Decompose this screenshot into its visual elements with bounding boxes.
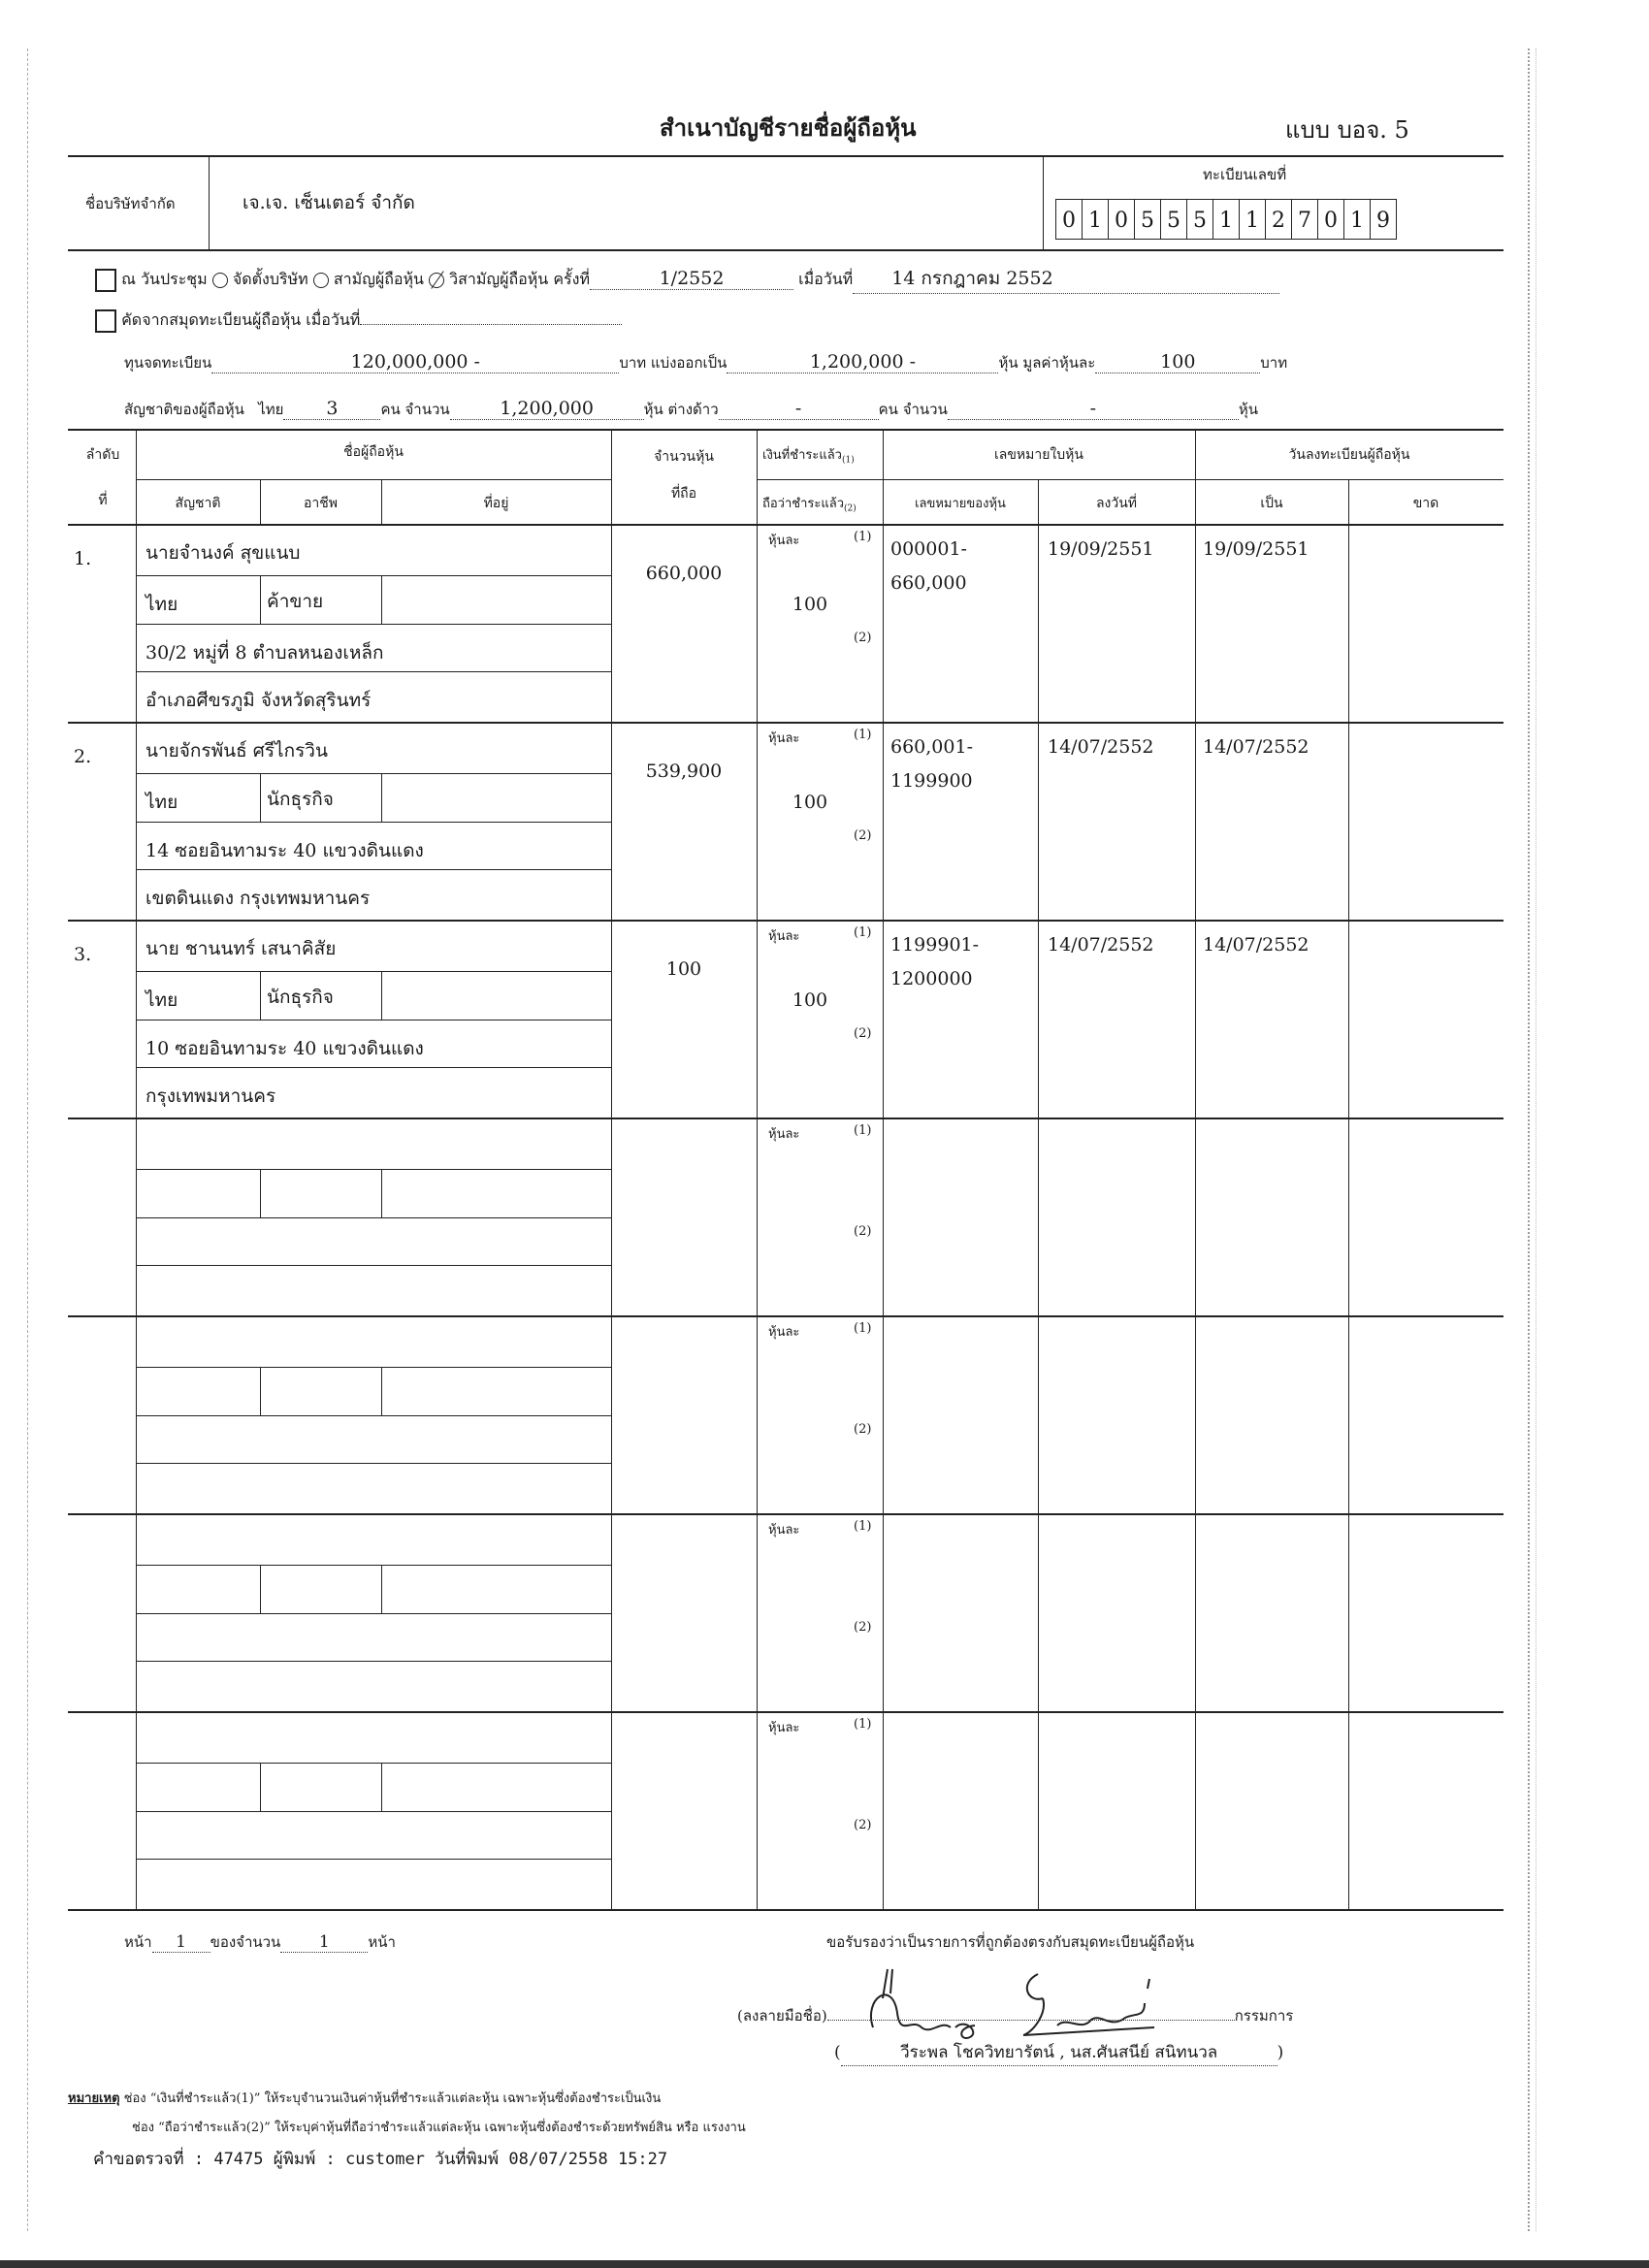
- paid-mark-1: (1): [854, 1321, 872, 1336]
- copy-checkbox[interactable]: [95, 309, 116, 333]
- paid-mark-1: (1): [854, 1519, 872, 1534]
- holder-address-line-2: กรุงเทพมหานคร: [146, 1085, 276, 1107]
- company-box-top: [68, 155, 1504, 157]
- name-block-line: [136, 1265, 611, 1266]
- per-share-label: หุ้นละ: [768, 1523, 800, 1538]
- cert-number-from: 1199901-: [890, 934, 980, 956]
- col-line: [1348, 920, 1349, 1118]
- shares-held: 660,000: [645, 563, 723, 584]
- signature: [854, 1960, 1261, 2047]
- total-shares-value: 1,200,000 -: [727, 351, 998, 373]
- col-line: [260, 1169, 261, 1217]
- registration-digit: 9: [1371, 199, 1397, 240]
- col-line: [611, 920, 612, 1118]
- meeting-type-radio[interactable]: [313, 273, 329, 288]
- page-count-line: [124, 1930, 396, 1954]
- page-unit: หน้า: [368, 1933, 396, 1951]
- note-1: ช่อง “เงินที่ชำระแล้ว(1)” ให้ระบุจำนวนเงินค่าหุ้นที่ชำระแล้วแต่ละหุ้น เฉพาะหุ้นซึ่งต้องชำระเป็นเงิน: [123, 2091, 662, 2106]
- meeting-type-radio[interactable]: [429, 273, 444, 288]
- paid-mark-2: (2): [854, 631, 872, 645]
- name-block-line: [136, 624, 611, 625]
- col-line: [136, 1711, 137, 1909]
- col-line: [1195, 1118, 1196, 1315]
- foreign-count: -: [719, 398, 879, 420]
- foreign-label: หุ้น ต่างด้าว: [643, 401, 719, 418]
- persons-label-2: คน จำนวน: [878, 401, 948, 418]
- col-line: [1348, 1711, 1349, 1909]
- of-label: ของจำนวน: [210, 1933, 281, 1951]
- paid-mark-2: (2): [854, 1026, 872, 1041]
- registration-digit: 1: [1083, 199, 1109, 240]
- col-line: [1348, 1118, 1349, 1315]
- shares-unit: หุ้น: [1238, 401, 1258, 418]
- paid-mark-2: (2): [854, 1224, 872, 1239]
- baht-unit: บาท: [1260, 354, 1288, 372]
- col-line: [1348, 524, 1349, 722]
- company-name-label: ชื่อบริษัทจำกัด: [85, 195, 176, 212]
- cert-number-to: 1200000: [890, 968, 973, 989]
- registration-digit: 5: [1161, 199, 1187, 240]
- holder-subheader-line: [136, 479, 611, 480]
- paid-mark-2: (2): [854, 828, 872, 843]
- col-line: [611, 524, 612, 722]
- cert-number-from: 660,001-: [890, 736, 973, 758]
- registration-label: ทะเบียนเลขที่: [1203, 166, 1287, 183]
- holder-occupation: ค้าขาย: [267, 591, 324, 612]
- row-seq: 3.: [74, 944, 92, 965]
- col-line: [611, 1118, 612, 1315]
- paid-mark-2: (2): [854, 1818, 872, 1832]
- session-value: 1/2552: [590, 268, 793, 290]
- page-label: หน้า: [124, 1933, 152, 1951]
- col-line: [611, 429, 612, 524]
- row-seq: 2.: [74, 746, 92, 767]
- registered-capital-value: 120,000,000 -: [211, 351, 619, 373]
- name-block-line: [136, 1661, 611, 1662]
- row-divider: [68, 1909, 1504, 1911]
- col-line: [757, 1315, 758, 1513]
- signer-names: วีระพล โชควิทยารัตน์ , นส.ศันสนีย์ สนิทนวล: [841, 2039, 1277, 2066]
- name-block-line: [136, 1859, 611, 1860]
- registration-digit: 5: [1135, 199, 1161, 240]
- paid2-mark: (2): [844, 503, 857, 514]
- name-block-line: [136, 1763, 611, 1764]
- col-line: [381, 971, 382, 1020]
- nationality-label: สัญชาติของผู้ถือหุ้น: [124, 401, 244, 418]
- name-block-line: [136, 575, 611, 576]
- meeting-type-label: จัดตั้งบริษัท: [232, 270, 308, 288]
- row-divider: [68, 1118, 1504, 1119]
- col-line: [883, 1118, 884, 1315]
- col-line: [136, 1118, 137, 1315]
- row-divider: [68, 1315, 1504, 1317]
- col-line: [757, 1711, 758, 1909]
- page-number: 1: [152, 1932, 210, 1953]
- col-line: [136, 920, 137, 1118]
- right-subheader-line: [757, 479, 1504, 480]
- header-holder: ชื่อผู้ถือหุ้น: [343, 444, 404, 460]
- col-line: [381, 575, 382, 624]
- row-divider: [68, 722, 1504, 724]
- name-block-line: [136, 1613, 611, 1614]
- col-line: [381, 1565, 382, 1613]
- per-share-value: 100: [792, 792, 828, 813]
- holder-name: นายจำนงค์ สุขแนบ: [146, 542, 301, 564]
- registration-digit: 1: [1213, 199, 1240, 240]
- col-line: [883, 1711, 884, 1909]
- meeting-type-radio[interactable]: [212, 273, 228, 288]
- col-line: [883, 524, 884, 722]
- holder-nationality: ไทย: [146, 792, 178, 813]
- registered-capital-label: ทุนจดทะเบียน: [124, 354, 212, 372]
- table-top: [68, 429, 1504, 431]
- paid1-label: เงินที่ชำระแล้ว: [762, 448, 842, 463]
- holder-nationality: ไทย: [146, 594, 178, 615]
- name-block-line: [136, 1217, 611, 1218]
- col-line: [1195, 722, 1196, 920]
- header-shares-2: ที่ถือ: [670, 486, 697, 502]
- par-value: 100: [1095, 351, 1260, 373]
- registration-digit: 1: [1344, 199, 1371, 240]
- page-edge-left: [27, 49, 28, 2231]
- shares-held: 100: [665, 958, 702, 980]
- name-block-line: [136, 1067, 611, 1068]
- col-line: [136, 524, 137, 722]
- thai-label: ไทย: [258, 401, 284, 418]
- per-share-label: หุ้นละ: [768, 1325, 800, 1340]
- per-share-value: 100: [792, 594, 828, 615]
- col-line: [260, 971, 261, 1020]
- scan-bottom-edge: [0, 2260, 1649, 2268]
- page-edge-right: [1528, 49, 1536, 2231]
- col-line: [381, 773, 382, 822]
- thai-shares: 1,200,000: [450, 398, 644, 420]
- header-address: ที่อยู่: [483, 496, 509, 511]
- registration-digit: 2: [1266, 199, 1292, 240]
- header-register-group: วันลงทะเบียนผู้ถือหุ้น: [1288, 447, 1410, 463]
- holder-name: นายจักรพันธ์ ศรีไกรวิน: [146, 740, 328, 761]
- col-line: [1195, 1513, 1196, 1711]
- col-line: [1348, 722, 1349, 920]
- session-label: ครั้งที่: [553, 270, 590, 288]
- col-line: [381, 1763, 382, 1811]
- per-share-label: หุ้นละ: [768, 1127, 800, 1142]
- par-value-label: หุ้น มูลค่าหุ้นละ: [998, 354, 1096, 372]
- holder-address-line-1: 10 ซอยอินทามระ 40 แขวงดินแดง: [146, 1038, 424, 1059]
- registration-digit: 0: [1318, 199, 1344, 240]
- thai-count: 3: [283, 398, 380, 420]
- note-label: หมายเหตุ: [68, 2091, 120, 2106]
- form-code: แบบ บอจ. 5: [1285, 116, 1409, 144]
- col-line: [136, 722, 137, 920]
- col-line: [611, 722, 612, 920]
- registration-digit: 7: [1292, 199, 1318, 240]
- meeting-checkbox[interactable]: [95, 269, 116, 292]
- name-block-line: [136, 1169, 611, 1170]
- paid-mark-1: (1): [854, 1123, 872, 1138]
- paid-mark-2: (2): [854, 1620, 872, 1635]
- nationality-line: [124, 398, 1258, 421]
- col-line: [883, 1513, 884, 1711]
- per-share-label: หุ้นละ: [768, 534, 800, 548]
- header-paid-2: [762, 493, 857, 514]
- col-line: [260, 1367, 261, 1415]
- row-divider: [68, 1513, 1504, 1515]
- col-line: [1348, 1315, 1349, 1513]
- total-pages: 1: [280, 1932, 368, 1953]
- col-line: [1038, 1513, 1039, 1711]
- company-box-bottom: [68, 249, 1504, 251]
- col-line: [757, 920, 758, 1118]
- company-name: เจ.เจ. เซ็นเตอร์ จำกัด: [242, 192, 415, 213]
- per-share-label: หุ้นละ: [768, 731, 800, 746]
- col-line: [1195, 1711, 1196, 1909]
- col-line: [611, 1711, 612, 1909]
- company-divider: [209, 155, 210, 249]
- col-line: [1038, 920, 1039, 1118]
- col-line: [1038, 1711, 1039, 1909]
- header-bottom: [68, 524, 1504, 526]
- row-divider: [68, 1711, 1504, 1713]
- holder-address-line-2: เขตดินแดง กรุงเทพมหานคร: [146, 888, 371, 909]
- capital-line: [124, 351, 1287, 374]
- col-line: [611, 1315, 612, 1513]
- name-block-line: [136, 1463, 611, 1464]
- header-register-out: ขาด: [1412, 496, 1439, 511]
- meeting-date-label: เมื่อวันที่: [798, 270, 854, 288]
- signer-role: กรรมการ: [1234, 2007, 1294, 2025]
- header-shares-1: จำนวนหุ้น: [654, 449, 714, 465]
- col-line: [757, 1513, 758, 1711]
- row-divider: [68, 920, 1504, 922]
- cert-date: 14/07/2552: [1048, 934, 1154, 956]
- per-share-label: หุ้นละ: [768, 929, 800, 944]
- note-2: ช่อง “ถือว่าชำระแล้ว(2)” ให้ระบุค่าหุ้นที่ถือว่าชำระแล้วแต่ละหุ้น เฉพาะหุ้นซึ่งต้องชำระด้วยทรัพย์สิน หรือ แรงงาน: [132, 2121, 746, 2135]
- registration-digit: 0: [1055, 199, 1083, 240]
- holder-address-line-1: 14 ซอยอินทามระ 40 แขวงดินแดง: [146, 840, 424, 861]
- col-line: [381, 1169, 382, 1217]
- paid-mark-2: (2): [854, 1422, 872, 1437]
- copy-date-value: [360, 324, 622, 325]
- meeting-type-label: สามัญผู้ถือหุ้น: [333, 270, 424, 288]
- header-register-in: เป็น: [1260, 496, 1283, 511]
- name-block-line: [136, 869, 611, 870]
- name-block-line: [136, 822, 611, 823]
- col-line: [883, 1315, 884, 1513]
- meeting-date-value: 14 กรกฎาคม 2552: [853, 264, 1279, 294]
- header-cert-no: เลขหมายของหุ้น: [915, 497, 1006, 511]
- meeting-line: [95, 264, 1279, 294]
- note-line-1: [68, 2088, 661, 2108]
- header-paid-1: [762, 444, 855, 466]
- persons-label: คน จำนวน: [380, 401, 450, 418]
- header-cert-date: ลงวันที่: [1095, 496, 1138, 511]
- meeting-type-label: วิสามัญผู้ถือหุ้น: [449, 270, 549, 288]
- col-line: [757, 429, 758, 524]
- signature-line: [737, 2004, 1293, 2027]
- registration-number: [1055, 199, 1397, 240]
- register-in-date: 19/09/2551: [1203, 538, 1310, 560]
- header-occupation: อาชีพ: [304, 496, 338, 511]
- holder-occupation: นักธุรกิจ: [267, 789, 334, 810]
- col-line: [260, 773, 261, 822]
- col-line: [757, 1118, 758, 1315]
- col-line: [1038, 722, 1039, 920]
- header-cert-group: เลขหมายใบหุ้น: [994, 447, 1083, 463]
- name-block-line: [136, 1565, 611, 1566]
- col-line: [1038, 1315, 1039, 1513]
- divided-into-label: บาท แบ่งออกเป็น: [619, 354, 728, 372]
- signature-label: (ลงลายมือชื่อ): [737, 2007, 827, 2025]
- name-block-line: [136, 773, 611, 774]
- registration-divider: [1043, 155, 1044, 249]
- header-seq-2: ที่: [98, 493, 108, 508]
- cert-number-from: 000001-: [890, 538, 967, 560]
- col-line: [260, 575, 261, 624]
- col-line: [1195, 524, 1196, 722]
- paid-mark-1: (1): [854, 728, 872, 742]
- col-line: [136, 1315, 137, 1513]
- col-line: [757, 722, 758, 920]
- registration-digit: 5: [1187, 199, 1213, 240]
- signer-names-line: ( วีระพล โชควิทยารัตน์ , นส.ศันสนีย์ สนิทนวล ): [834, 2039, 1283, 2066]
- registration-digit: 0: [1109, 199, 1135, 240]
- cert-number-to: 660,000: [890, 572, 967, 594]
- col-line: [260, 1763, 261, 1811]
- name-block-line: [136, 1415, 611, 1416]
- row-seq: 1.: [74, 548, 92, 569]
- paid-mark-1: (1): [854, 1717, 872, 1732]
- paid-mark-1: (1): [854, 925, 872, 940]
- col-line: [1038, 524, 1039, 722]
- col-line: [1038, 1118, 1039, 1315]
- cert-date: 14/07/2552: [1048, 736, 1154, 758]
- print-info: คำขอตรวจที่ : 47475 ผู้พิมพ์ : customer วันที่พิมพ์ 08/07/2558 15:27: [93, 2150, 668, 2169]
- cert-date: 19/09/2551: [1048, 538, 1154, 560]
- cert-number-to: 1199900: [890, 770, 973, 792]
- col-line: [381, 1367, 382, 1415]
- name-block-line: [136, 1020, 611, 1021]
- document-title: สำเนาบัญชีรายชื่อผู้ถือหุ้น: [660, 113, 917, 142]
- name-block-line: [136, 671, 611, 672]
- col-line: [260, 1565, 261, 1613]
- holder-nationality: ไทย: [146, 989, 178, 1011]
- col-line: [136, 1513, 137, 1711]
- copy-label: คัดจากสมุดทะเบียนผู้ถือหุ้น เมื่อวันที่: [121, 310, 361, 329]
- holder-name: นาย ชานนทร์ เสนาคิสัย: [146, 938, 337, 959]
- paid2-label: ถือว่าชำระแล้ว: [762, 497, 845, 511]
- paid-mark-1: (1): [854, 530, 872, 544]
- col-line: [1195, 920, 1196, 1118]
- col-line: [611, 1513, 612, 1711]
- holder-occupation: นักธุรกิจ: [267, 987, 334, 1008]
- per-share-value: 100: [792, 989, 828, 1011]
- col-line: [1195, 1315, 1196, 1513]
- certify-text: ขอรับรองว่าเป็นรายการที่ถูกต้องตรงกับสมุดทะเบียนผู้ถือหุ้น: [826, 1933, 1195, 1951]
- register-in-date: 14/07/2552: [1203, 736, 1310, 758]
- col-line: [757, 524, 758, 722]
- name-block-line: [136, 1811, 611, 1812]
- header-seq-1: ลำดับ: [85, 447, 120, 463]
- register-in-date: 14/07/2552: [1203, 934, 1310, 956]
- col-line: [883, 920, 884, 1118]
- col-line: [1348, 1513, 1349, 1711]
- col-line: [883, 722, 884, 920]
- holder-address-line-2: อำเภอศีขรภูมิ จังหวัดสุรินทร์: [146, 690, 372, 711]
- shares-held: 539,900: [645, 761, 723, 782]
- meeting-prefix: ณ วันประชุม: [121, 270, 208, 288]
- name-block-line: [136, 1367, 611, 1368]
- copy-line: [95, 308, 622, 333]
- foreign-shares: -: [948, 398, 1239, 420]
- per-share-label: หุ้นละ: [768, 1721, 800, 1735]
- name-block-line: [136, 971, 611, 972]
- holder-address-line-1: 30/2 หมู่ที่ 8 ตำบลหนองเหล็ก: [146, 642, 384, 664]
- header-nationality: สัญชาติ: [175, 496, 221, 511]
- registration-digit: 1: [1240, 199, 1266, 240]
- paid1-mark: (1): [841, 455, 855, 466]
